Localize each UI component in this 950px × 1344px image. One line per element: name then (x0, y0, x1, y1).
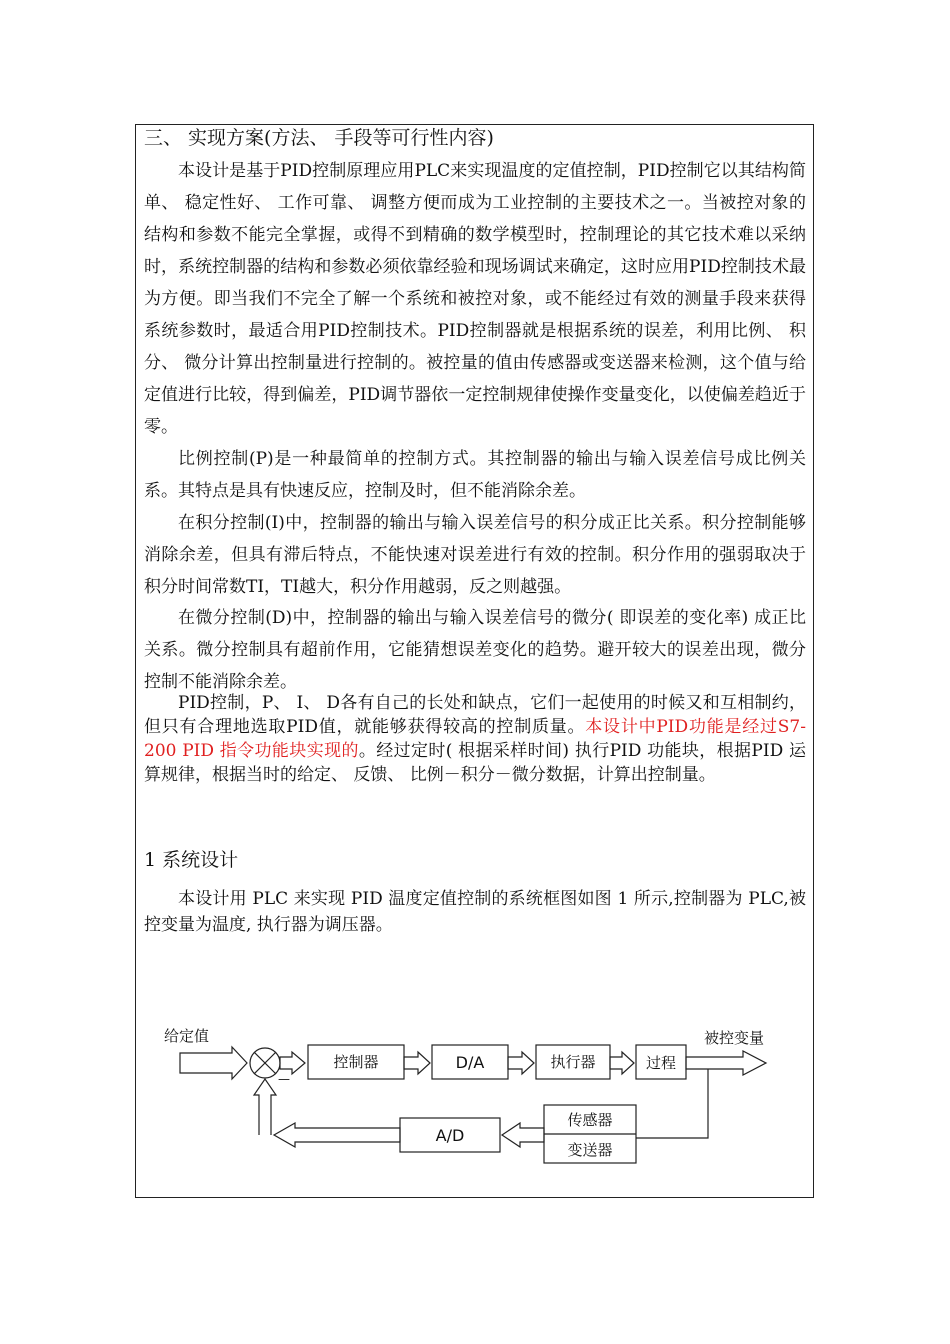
process-label: 过程 (645, 1054, 677, 1072)
ad-label: A/D (435, 1126, 465, 1145)
feedback-arrow-left (274, 1123, 400, 1147)
system-design-title: 1 系统设计 (144, 849, 239, 871)
arrow-to-controller (280, 1052, 305, 1074)
summary-text-b: 。经过定时( 根据采样时间) 执行PID 功能块，根据PID 运算规律，根据当时的给定、 反馈、 比例－积分－微分数据，计算出控制量。 (144, 741, 806, 785)
arrow-to-da (404, 1052, 430, 1074)
sensor-label: 传感器 (567, 1111, 613, 1129)
arrow-to-actuator (508, 1052, 534, 1074)
paragraph-integral: 在积分控制(I)中，控制器的输出与输入误差信号的积分成正比关系。积分控制能够消除余差，但具有滞后特点，不能快速对误差进行有效的控制。积分作用的强弱取决于积分时间常数TI，TI越大，积分作用越弱，反之则越强。 (144, 513, 806, 597)
summary-text-a: PID控制，P、 I、 D各有自己的长处和缺点，它们一起使用的时候又和互相制约，但只有合理地选取PID值，就能够获得较高的控制质量。 (144, 693, 806, 737)
section-heading: 三、 实现方案(方法、 手段等可行性内容) (144, 127, 494, 149)
minus-sign: — (278, 1072, 290, 1086)
arrow-to-process (610, 1052, 634, 1074)
output-arrow (686, 1051, 766, 1075)
summary-highlight: 本设计中PID功能是经过S7-200 PID 指令功能块实现的 (144, 717, 806, 761)
paragraph-derivative: 在微分控制(D)中，控制器的输出与输入误差信号的微分( 即误差的变化率) 成正比关系。微分控制具有超前作用，它能猜想误差变化的趋势。避开较大的误差出现，微分控制不能消除余差。 (144, 608, 806, 692)
system-design-text: 本设计用 PLC 来实现 PID 温度定值控制的系统框图如图 1 所示,控制器为 PLC,被控变量为温度, 执行器为调压器。 (144, 889, 806, 935)
input-arrow (180, 1047, 247, 1079)
da-label: D/A (455, 1053, 485, 1072)
paragraph-pid-intro: 本设计是基于PID控制原理应用PLC来实现温度的定值控制，PID控制它以其结构简单、 稳定性好、 工作可靠、 调整方便而成为工业控制的主要技术之一。当被控对象的结构和参数不能完全掌握，或得不到精确的数学模型时，控制理论的其它技术难以采纳时，系统控制器的结构和参数必须依靠经验和现场调试来确定，这时应用PID控制技术最为方便。即当我们不完全了解一个系统和被控对象，或不能经过有效的测量手段来获得系统参数时，最适合用PID控制技术。PID控制器就是根据系统的误差，利用比例、 积分、 微分计算出控制量进行控制的。被控量的值由传感器或变送器来检测，这个值与给定值进行比较，得到偏差，PID调节器依一定控制规律使操作变量变化，以使偏差趋近于零。 (144, 161, 806, 437)
system-block-diagram (150, 1015, 790, 1175)
transmitter-label: 变送器 (567, 1141, 613, 1159)
paragraph-proportional: 比例控制(P)是一种最简单的控制方式。其控制器的输出与输入误差信号成比例关系。其特点是具有快速反应，控制及时，但不能消除余差。 (144, 449, 806, 501)
actuator-label: 执行器 (550, 1053, 596, 1071)
paragraph-pid-summary (144, 691, 806, 787)
controller-label: 控制器 (333, 1053, 379, 1071)
setpoint-label: 给定值 (164, 1027, 210, 1045)
feedback-arrow-up (254, 1079, 276, 1135)
arrow-to-ad (502, 1123, 544, 1147)
controlled-variable-label: 被控变量 (704, 1029, 765, 1047)
